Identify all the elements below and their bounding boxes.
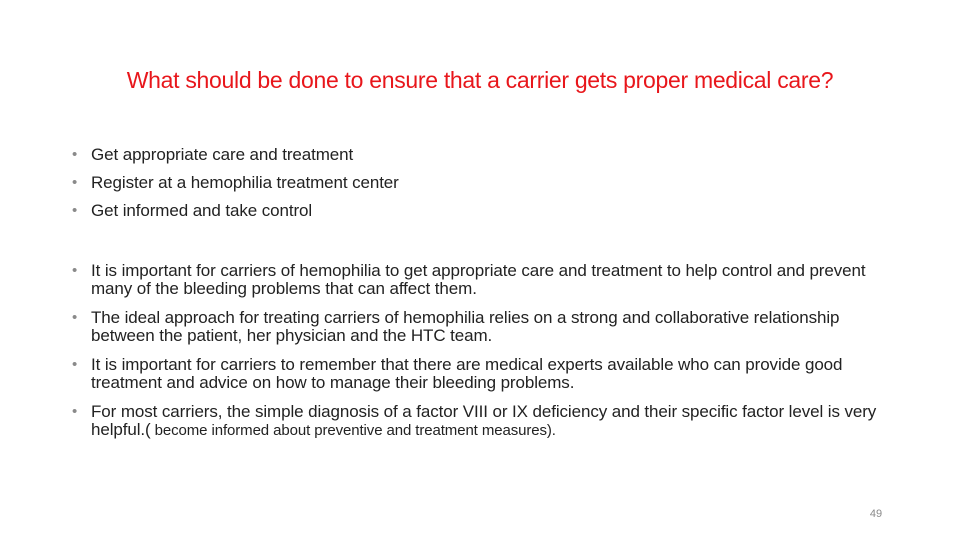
bullet-dot-icon: • <box>72 309 78 326</box>
bullet-text: Get informed and take control <box>91 201 313 220</box>
page-number: 49 <box>869 508 883 520</box>
list-item <box>72 403 882 440</box>
bullet-text-main: For most carriers, the simple diagnosis of a factor VIII or IX deficiency and their specific factor level is very helpful.( <box>91 402 877 439</box>
bullet-dot-icon: • <box>72 403 78 420</box>
list-item <box>72 309 882 345</box>
list-item <box>72 356 882 392</box>
bullet-dot-icon: • <box>72 174 78 191</box>
list-item <box>72 202 772 220</box>
bullet-dot-icon: • <box>72 202 78 219</box>
short-bullet-list <box>72 146 772 230</box>
list-item <box>72 262 882 298</box>
list-item <box>72 174 772 192</box>
bullet-text: Register at a hemophilia treatment center <box>91 173 399 192</box>
bullet-text-note: become informed about preventive and treatment measures). <box>150 422 556 439</box>
list-item <box>72 146 772 164</box>
bullet-text: Get appropriate care and treatment <box>91 145 354 164</box>
long-bullet-list <box>72 262 882 451</box>
slide-title: What should be done to ensure that a carrier gets proper medical care? <box>126 67 834 93</box>
bullet-dot-icon: • <box>72 146 78 163</box>
bullet-dot-icon: • <box>72 356 78 373</box>
bullet-text: The ideal approach for treating carriers of hemophilia relies on a strong and collaborative relationship between the patient, her physician and the HTC team. <box>91 308 840 345</box>
bullet-text: It is important for carriers of hemophilia to get appropriate care and treatment to help control and prevent many of the bleeding problems that can affect them. <box>91 261 866 298</box>
bullet-text: It is important for carriers to remember that there are medical experts available who can provide good treatment and advice on how to manage their bleeding problems. <box>91 355 843 392</box>
bullet-dot-icon: • <box>72 262 78 279</box>
